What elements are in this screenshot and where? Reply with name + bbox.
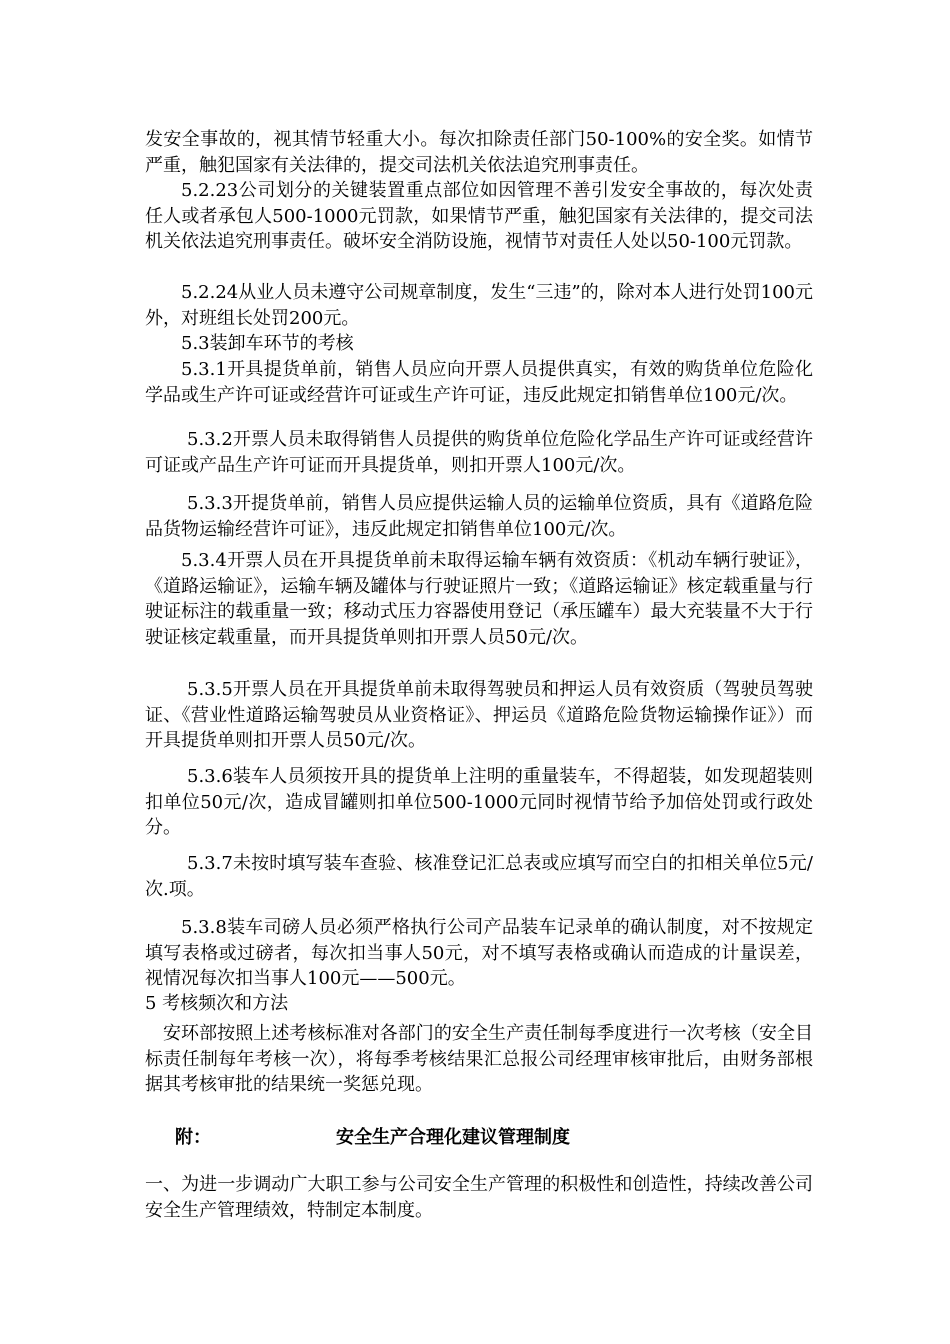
paragraph-continuation: 发安全事故的，视其情节轻重大小。每次扣除责任部门50-100%的安全奖。如情节严重，触犯国家有关法律的，提交司法机关依法追究刑事责任。 — [145, 129, 813, 176]
paragraph-appendix-1: 一、为进一步调动广大职工参与公司安全生产管理的积极性和创造性，持续改善公司安全生产管理绩效，特制定本制度。 — [145, 1174, 813, 1221]
appendix-title: 安全生产合理化建议管理制度 — [336, 1127, 570, 1148]
paragraph-5-2-24: 5.2.24从业人员未遵守公司规章制度，发生“三违”的，除对本人进行处罚100元外，对班组长处罚200元。 — [145, 282, 814, 329]
paragraph-5-3-7: 5.3.7未按时填写装车查验、核准登记汇总表或应填写而空白的扣相关单位5元/次.项。 — [145, 853, 813, 900]
section-heading-5-3: 5.3装卸车环节的考核 — [181, 333, 354, 354]
paragraph-5-3-8: 5.3.8装车司磅人员必须严格执行公司产品装车记录单的确认制度，对不按规定填写表格或过磅者，每次扣当事人50元，对不填写表格或确认而造成的计量误差，视情况每次扣当事人100元——500元。 — [145, 917, 813, 989]
paragraph-5-3-4: 5.3.4开票人员在开具提货单前未取得运输车辆有效资质：《机动车辆行驶证》，《道路运输证》，运输车辆及罐体与行驶证照片一致；《道路运输证》核定载重量与行驶证标注的载重量一致；移动式压力容器使用登记（承压罐车）最大充装量不大于行驶证核定载重量，而开具提货单则扣开票人员50元/次。 — [145, 550, 813, 648]
paragraph-5-3-2: 5.3.2开票人员未取得销售人员提供的购货单位危险化学品生产许可证或经营许可证或产品生产许可证而开具提货单，则扣开票人100元/次。 — [145, 429, 813, 476]
paragraph-5-3-6: 5.3.6装车人员须按开具的提货单上注明的重量装车，不得超装，如发现超装则扣单位50元/次，造成冒罐则扣单位500-1000元同时视情节给予加倍处罚或行政处分。 — [145, 766, 813, 838]
appendix-label: 附： — [175, 1127, 211, 1148]
paragraph-5-3-3: 5.3.3开提货单前，销售人员应提供运输人员的运输单位资质，具有《道路危险品货物运输经营许可证》，违反此规定扣销售单位100元/次。 — [145, 493, 813, 540]
paragraph-5-3-1: 5.3.1开具提货单前，销售人员应向开票人员提供真实，有效的购货单位危险化学品或生产许可证或经营许可证或生产许可证，违反此规定扣销售单位100元/次。 — [145, 359, 813, 406]
paragraph-5-2-23: 5.2.23公司划分的关键装置重点部位如因管理不善引发安全事故的，每次处责任人或者承包人500-1000元罚款，如果情节严重，触犯国家有关法律的，提交司法机关依法追究刑事责任。破坏安全消防设施，视情节对责任人处以50-100元罚款。 — [145, 180, 813, 252]
paragraph-assessment-method: 安环部按照上述考核标准对各部门的安全生产责任制每季度进行一次考核（安全目标责任制每年考核一次），将每季考核结果汇总报公司经理审核审批后，由财务部根据其考核审批的结果统一奖惩兑现。 — [145, 1023, 813, 1095]
section-heading-5-frequency: 5 考核频次和方法 — [145, 993, 289, 1014]
paragraph-5-3-5: 5.3.5开票人员在开具提货单前未取得驾驶员和押运人员有效资质（驾驶员驾驶证、《营业性道路运输驾驶员从业资格证》、押运员《道路危险货物运输操作证》）而开具提货单则扣开票人员50元/次。 — [145, 679, 813, 751]
